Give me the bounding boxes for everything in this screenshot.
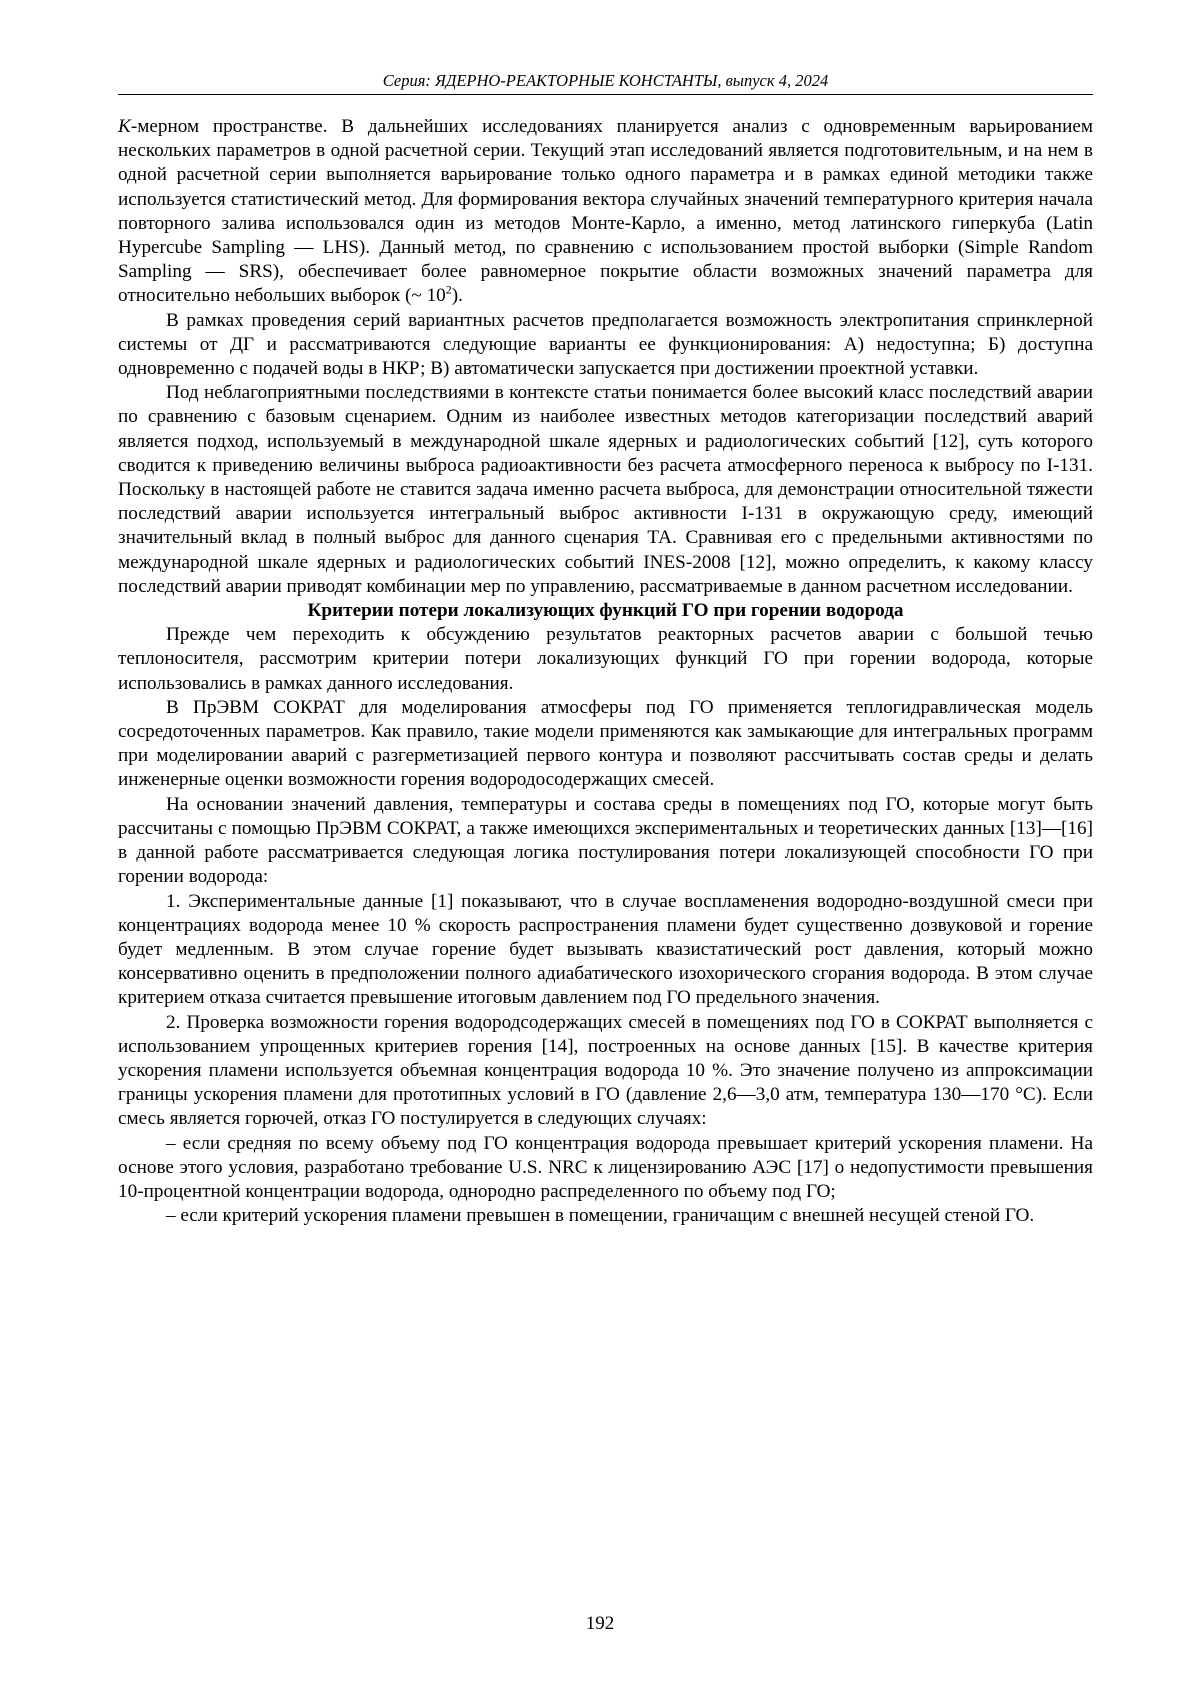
paragraph-3: Под неблагоприятными последствиями в контексте статьи понимается более высокий класс последствий аварии по сравнению с базовым сценарием. Одним из наиболее известных методов категоризации последствий аварий является подход, используемый в международной шкале ядерных и радиологических событий [12], суть которого сводится к приведению величины выброса радиоактивности без расчета атмосферного переноса к выбросу по I-131. Поскольку в настоящей работе не ставится задача именно расчета выброса, для демонстрации относительной тяжести последствий аварии используется интегральный выброс активности I-131 в окружающую среду, имеющий значительный вклад в полный выброс для данного сценария ТА. Сравнивая его с предельными активностями по международной шкале ядерных и радиологических событий INES-2008 [12], можно определить, к какому классу последствий аварии приводят комбинации мер по управлению, рассматриваемые в данном расчетном исследовании. [118, 382, 1093, 597]
page-number: 192 [585, 1613, 615, 1634]
paragraph-7: 1. Экспериментальные данные [1] показывают, что в случае воспламенения водородно-воздушной смеси при концентрациях водорода менее 10 % скорость распространения пламени будет существенно дозвуковой и горение будет медленным. В этом случае горение будет вызывать квазистатический рост давления, который можно консервативно оценить в предположении полного адиабатического изохорического сгорания водорода. В этом случае критерием отказа считается превышение итоговым давлением под ГО предельного значения. [118, 890, 1093, 1009]
paragraph-9: – если средняя по всему объему под ГО концентрация водорода превышает критерий ускорения пламени. На основе этого условия, разработано требование U.S. NRC к лицензированию АЭС [17] о недопустимости превышения 10-процентной концентрации водорода, однородно распределенного по объему под ГО; [118, 1132, 1093, 1202]
running-head: Серия: ЯДЕРНО-РЕАКТОРНЫЕ КОНСТАНТЫ, выпуск 4, 2024 [382, 71, 829, 90]
paragraph-5: В ПрЭВМ СОКРАТ для моделирования атмосферы под ГО применяется теплогидравлическая модель сосредоточенных параметров. Как правило, такие модели применяются как замыкающие для интегральных программ при моделировании аварий с разгерметизацией первого контура и позволяют рассчитывать состав среды и делать инженерные оценки возможности горения водородосодержащих смесей. [118, 696, 1093, 791]
section-title: Критерии потери локализующих функций ГО при горении водорода [307, 600, 904, 622]
paragraph-10: – если критерий ускорения пламени превышен в помещении, граничащим с внешней несущей стеной ГО. [166, 1205, 1035, 1227]
paragraph-6: На основании значений давления, температуры и состава среды в помещениях под ГО, которые могут быть рассчитаны с помощью ПрЭВМ СОКРАТ, а также имеющихся экспериментальных и теоретических данных [13]—[16] в данной работе рассматривается следующая логика постулирования потери локализующей способности ГО при горении водорода: [118, 793, 1093, 888]
superscript-exponent: 2 [445, 283, 452, 298]
paragraph-1-text: -мерном пространстве. В дальнейших исследованиях планируется анализ с одновременным варьированием нескольких параметров в одной расчетной серии. Текущий этап исследований является подготовительным, и на нем в одной расчетной серии выполняется варьирование только одного параметра и в рамках единой методики также используется статистический метод. Для формирования вектора случайных значений температурного критерия начала повторного залива использовался один из методов Монте-Карло, а именно, метод латинского гиперкуба (Latin Hypercube Sampling — LHS). Данный метод, по сравнению с использованием простой выборки (Simple Random Sampling — SRS), обеспечивает более равномерное покрытие области возможных значений параметра для относительно небольших выборок (~ 10 [118, 116, 1093, 307]
header-rule [118, 94, 1093, 95]
variable-k: K [118, 116, 131, 137]
main-text [118, 115, 1093, 1228]
paragraph-1-end: ). [451, 285, 463, 307]
paragraph-2: В рамках проведения серий вариантных расчетов предполагается возможность электропитания спринклерной системы от ДГ и рассматриваются следующие варианты ее функционирования: А) недоступна; Б) доступна одновременно с подачей воды в НКР; В) автоматически запускается при достижении проектной уставки. [118, 309, 1093, 380]
paragraph-8: 2. Проверка возможности горения водородсодержащих смесей в помещениях под ГО в СОКРАТ выполняется с использованием упрощенных критериев горения [14], построенных на основе данных [15]. В качестве критерия ускорения пламени используется объемная концентрация водорода 10 %. Это значение получено из аппроксимации границы ускорения пламени для прототипных условий в ГО (давление 2,6—3,0 атм, температура 130—170 °С). Если смесь является горючей, отказ ГО постулируется в следующих случаях: [118, 1011, 1093, 1130]
paragraph-1 [118, 115, 1093, 309]
paragraph-4: Прежде чем переходить к обсуждению результатов реакторных расчетов аварии с большой течью теплоносителя, рассмотрим критерии потери локализующих функций ГО при горении водорода, которые использовались в рамках данного исследования. [118, 624, 1093, 694]
